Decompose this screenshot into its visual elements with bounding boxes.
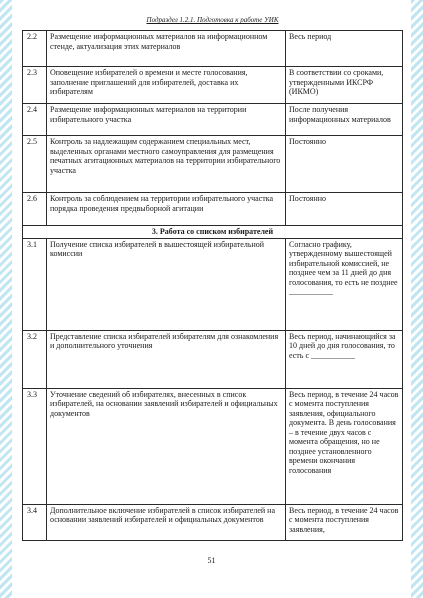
row-number: 3.3: [23, 388, 47, 504]
row-term: Весь период, начинающийся за 10 дней до дня голосования, то есть с ___________: [286, 330, 403, 388]
table-row: [23, 67, 403, 104]
row-action: Контроль за соблюдением на территории избирательного участка порядка проведения предвыборной агитации: [47, 193, 286, 226]
table-row: [23, 31, 403, 67]
row-action: Размещение информационных материалов на информационном стенде, актуализация этих материалов: [47, 31, 286, 67]
row-number: 2.6: [23, 193, 47, 226]
row-action: Представление списка избирателей избирателям для ознакомления и дополнительного уточнения: [47, 330, 286, 388]
row-term: Весь период: [286, 31, 403, 67]
row-number: 2.4: [23, 104, 47, 136]
row-term: После получения информационных материалов: [286, 104, 403, 136]
row-number: 3.2: [23, 330, 47, 388]
table-row: [23, 388, 403, 504]
document-page: [22, 14, 403, 541]
table-row: [23, 238, 403, 330]
table-row: [23, 104, 403, 136]
page-number: 51: [207, 556, 216, 565]
row-number: 2.5: [23, 136, 47, 193]
row-term: В соответствии со сроками, утвержденными ИКСРФ (ИКМО): [286, 67, 403, 104]
row-action: Контроль за надлежащим содержанием специальных мест, выделенных органами местного самоуправления для размещения печатных агитационных материалов на территории избирательного участка: [47, 136, 286, 193]
row-term: Согласно графику, утвержденному вышестоящей избирательной комиссией, не позднее чем за 11 дней до дня голосования, то есть не позднее ___________: [286, 238, 403, 330]
row-number: 3.4: [23, 504, 47, 540]
right-decorative-border: [411, 0, 423, 598]
table-row: [23, 193, 403, 226]
section-title: 3. Работа со списком избирателей: [23, 226, 403, 239]
table-row: [23, 136, 403, 193]
row-number: 3.1: [23, 238, 47, 330]
row-action: Дополнительное включение избирателей в список избирателей на основании заявлений избирателей и официальных документов: [47, 504, 286, 540]
row-term: Весь период, в течение 24 часов с момента поступления заявления,: [286, 504, 403, 540]
row-action: Уточнение сведений об избирателях, внесенных в список избирателей, на основании заявлений избирателей и официальных документов: [47, 388, 286, 504]
row-action: Получение списка избирателей в вышестоящей избирательной комиссии: [47, 238, 286, 330]
row-action: Размещение информационных материалов на территории избирательного участка: [47, 104, 286, 136]
work-plan-table: [22, 30, 403, 541]
row-number: 2.2: [23, 31, 47, 67]
section-heading-row: [23, 226, 403, 239]
table-row: [23, 504, 403, 540]
row-term: Постоянно: [286, 193, 403, 226]
page-header: Подраздел 1.2.1. Подготовка к работе УИК: [146, 16, 279, 24]
row-term: Весь период, в течение 24 часов с момента поступления заявления, официального документа. В день голосования – в течение двух часов с момента обращения, но не позднее установленного времени окончания голосования: [286, 388, 403, 504]
row-term: Постоянно: [286, 136, 403, 193]
left-decorative-border: [0, 0, 12, 598]
table-row: [23, 330, 403, 388]
row-action: Оповещение избирателей о времени и месте голосования, заполнение приглашений для избирателей, доставка их избирателям: [47, 67, 286, 104]
row-number: 2.3: [23, 67, 47, 104]
